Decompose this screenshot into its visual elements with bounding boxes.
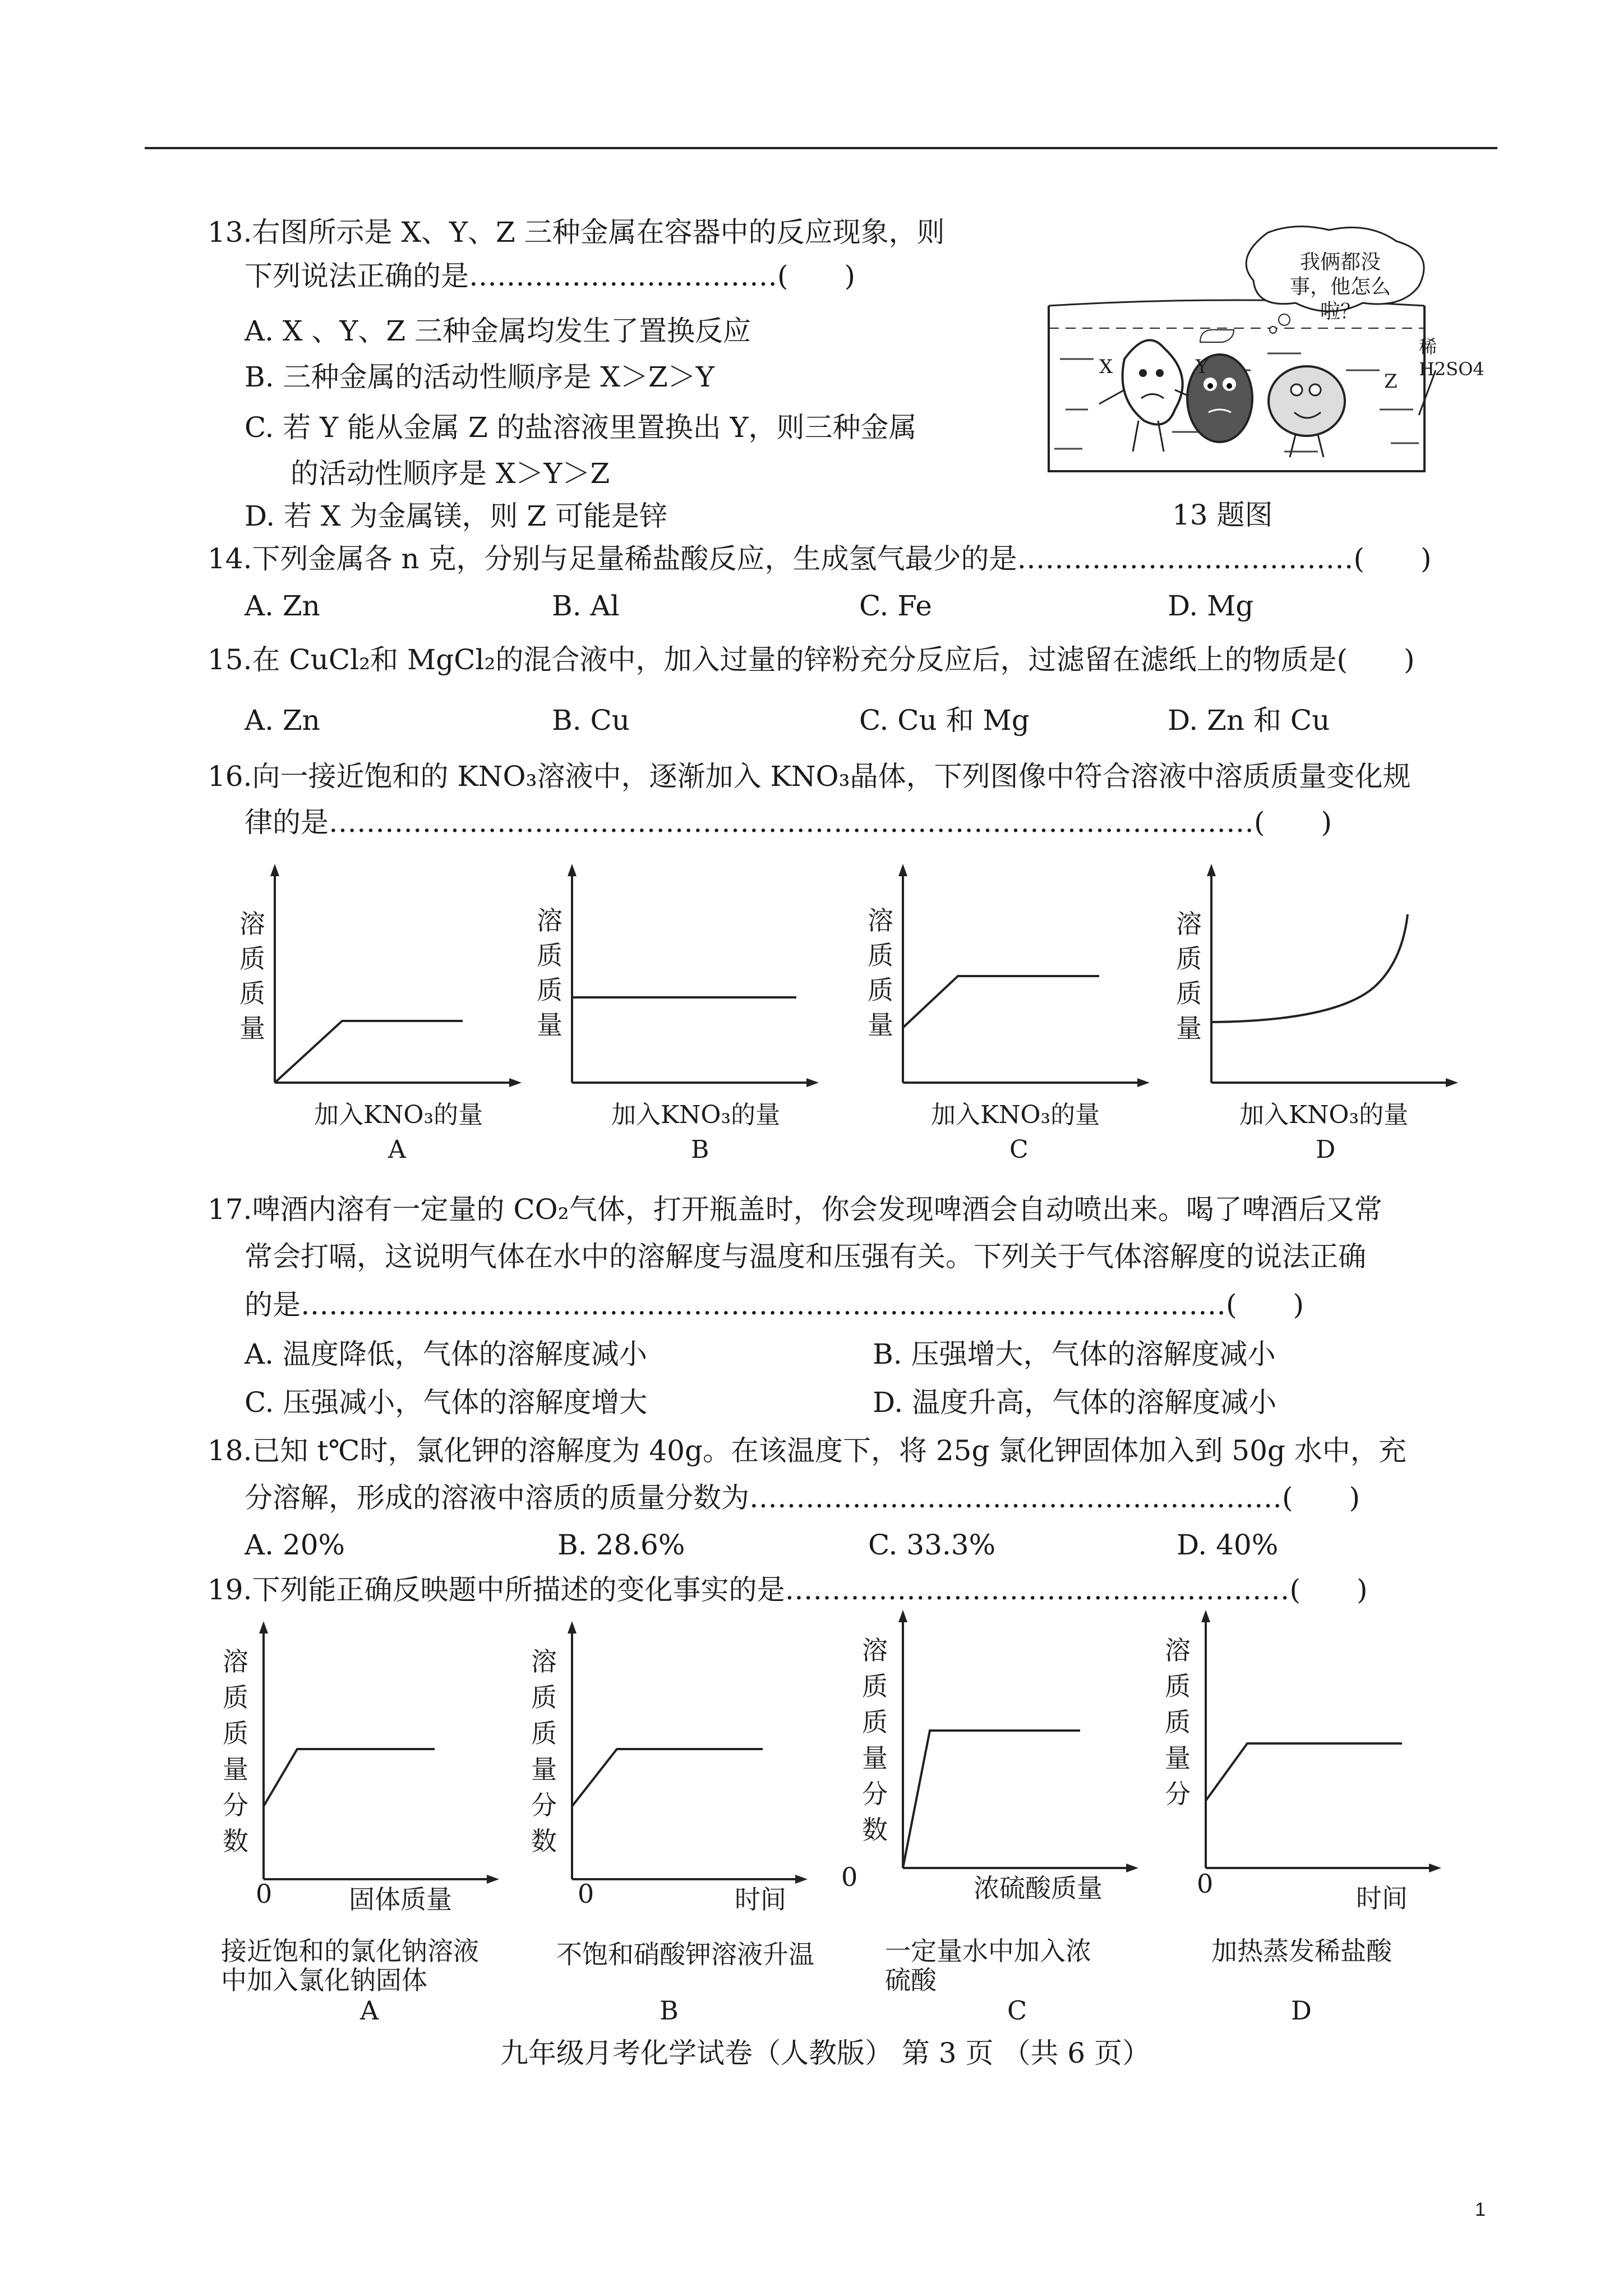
q18-option-d: D. 40% bbox=[1177, 1529, 1279, 1561]
top-rule bbox=[145, 147, 1497, 149]
q16-chart-c bbox=[892, 864, 1150, 1099]
q19-chart-b-origin: 0 bbox=[578, 1879, 594, 1909]
q16-chart-c-ylabel: 溶质质量 bbox=[868, 905, 893, 1040]
q13-option-c2: 的活动性顺序是 X＞Y＞Z bbox=[291, 457, 610, 490]
q13-option-c1: C. 若 Y 能从金属 Z 的盐溶液里置换出 Y，则三种金属 bbox=[245, 411, 917, 444]
q13-label-z: Z bbox=[1384, 370, 1398, 393]
q19-chart-d-origin: 0 bbox=[1197, 1869, 1214, 1899]
q19-chart-c-origin: 0 bbox=[841, 1862, 858, 1892]
q16-chart-d-xlabel: 加入KNO₃的量 bbox=[1239, 1101, 1409, 1129]
q14-option-b: B. Al bbox=[552, 590, 620, 622]
q16-chart-c-xlabel: 加入KNO₃的量 bbox=[931, 1101, 1100, 1129]
q19-chart-a-caption2: 中加入氯化钠固体 bbox=[221, 1965, 427, 1995]
q16-chart-d bbox=[1200, 864, 1458, 1099]
q18-line1: 18.已知 t℃时，氯化钾的溶解度为 40g。在该温度下，将 25g 氯化钾固体加入到 50g 水中，充 bbox=[208, 1434, 1407, 1467]
q18-option-b: B. 28.6% bbox=[557, 1529, 685, 1561]
page-footer: 九年级月考化学试卷（人教版） 第 3 页 （共 6 页） bbox=[500, 2037, 1150, 2069]
q17-line3: 的是………………………………………………………………………………………( ) bbox=[245, 1289, 1304, 1321]
q19-chart-b-caption1: 不饱和硝酸钾溶液升温 bbox=[556, 1939, 814, 1970]
q13-line1: 13.右图所示是 X、Y、Z 三种金属在容器中的反应现象，则 bbox=[208, 216, 945, 249]
q16-chart-b bbox=[561, 864, 819, 1099]
q19-chart-a-ylabel: 溶质质量分数 bbox=[223, 1646, 248, 1856]
q17-option-c: C. 压强减小，气体的溶解度增大 bbox=[245, 1386, 648, 1419]
q13-acid-label: 稀 H2SO4 bbox=[1419, 336, 1484, 380]
q13-option-d: D. 若 X 为金属镁，则 Z 可能是锌 bbox=[245, 500, 668, 532]
q19-chart-c-caption2: 硫酸 bbox=[885, 1965, 937, 1995]
q16-line2: 律的是………………………………………………………………………………………( ) bbox=[245, 806, 1332, 839]
q19-chart-b-letter: B bbox=[660, 1995, 679, 2026]
q15-stem: 15.在 CuCl₂和 MgCl₂的混合液中，加入过量的锌粉充分反应后，过滤留在滤纸上的物质是( ) bbox=[208, 643, 1415, 676]
q18-option-a: A. 20% bbox=[245, 1529, 345, 1561]
q19-chart-d bbox=[1195, 1610, 1441, 1879]
q19-chart-a bbox=[252, 1621, 499, 1890]
q18-line2: 分溶解，形成的溶液中溶质的质量分数为…………………………………………………( ) bbox=[245, 1481, 1361, 1514]
q19-chart-d-letter: D bbox=[1291, 1995, 1312, 2026]
q16-chart-b-letter: B bbox=[691, 1135, 709, 1164]
q19-chart-a-origin: 0 bbox=[256, 1879, 273, 1909]
q16-chart-a-letter: A bbox=[388, 1135, 406, 1164]
q19-chart-a-xlabel: 固体质量 bbox=[349, 1884, 452, 1915]
q15-option-b: B. Cu bbox=[552, 704, 630, 737]
q19-chart-c bbox=[892, 1610, 1138, 1879]
q16-chart-d-letter: D bbox=[1316, 1135, 1336, 1164]
q13-option-b: B. 三种金属的活动性顺序是 X＞Z＞Y bbox=[245, 361, 714, 393]
q19-chart-d-xlabel: 时间 bbox=[1356, 1883, 1408, 1913]
q19-chart-c-caption1: 一定量水中加入浓 bbox=[885, 1936, 1091, 1966]
q15-option-a: A. Zn bbox=[245, 704, 320, 737]
q18-option-c: C. 33.3% bbox=[868, 1529, 996, 1561]
q17-line2: 常会打嗝，这说明气体在水中的溶解度与温度和压强有关。下列关于气体溶解度的说法正确 bbox=[245, 1240, 1366, 1273]
q16-chart-d-ylabel: 溶质质量 bbox=[1176, 909, 1202, 1043]
q15-option-c: C. Cu 和 Mg bbox=[859, 704, 1030, 737]
q16-chart-b-ylabel: 溶质质量 bbox=[537, 905, 562, 1040]
q19-chart-c-letter: C bbox=[1007, 1995, 1027, 2026]
q13-figure-caption: 13 题图 bbox=[1172, 499, 1273, 531]
q13-line2: 下列说法正确的是……………………………( ) bbox=[245, 260, 856, 292]
q19-chart-b-xlabel: 时间 bbox=[735, 1884, 786, 1915]
q19-chart-d-ylabel: 溶质质量分 bbox=[1165, 1635, 1191, 1809]
q13-label-y: Y bbox=[1196, 356, 1209, 378]
q16-line1: 16.向一接近饱和的 KNO₃溶液中，逐渐加入 KNO₃晶体，下列图像中符合溶液中溶质质量变化规 bbox=[208, 760, 1411, 793]
q13-option-a: A. X 、Y、Z 三种金属均发生了置换反应 bbox=[245, 315, 751, 347]
q14-stem: 14.下列金属各 n 克，分别与足量稀盐酸反应，生成氢气最少的是………………………………( ) bbox=[208, 542, 1432, 575]
q19-chart-b-ylabel: 溶质质量分数 bbox=[531, 1646, 557, 1856]
q13-label-x: X bbox=[1099, 356, 1113, 378]
q13-bubble-text: 我俩都没事，他怎么啦？ bbox=[1289, 251, 1391, 323]
q19-chart-d-caption1: 加热蒸发稀盐酸 bbox=[1211, 1936, 1392, 1966]
q16-chart-c-letter: C bbox=[1009, 1135, 1029, 1164]
q16-chart-a bbox=[264, 864, 522, 1099]
q16-chart-a-ylabel: 溶质质量 bbox=[239, 909, 265, 1043]
q17-option-a: A. 温度降低，气体的溶解度减小 bbox=[245, 1338, 647, 1370]
q19-chart-b bbox=[561, 1621, 808, 1890]
q19-stem: 19.下列能正确反映题中所描述的变化事实的是………………………………………………( ) bbox=[208, 1573, 1368, 1606]
q19-chart-c-ylabel: 溶质质量分数 bbox=[862, 1635, 888, 1845]
q17-option-d: D. 温度升高，气体的溶解度减小 bbox=[873, 1386, 1277, 1419]
q14-option-d: D. Mg bbox=[1168, 590, 1254, 622]
page-number: 1 bbox=[1475, 2199, 1486, 2220]
q15-option-d: D. Zn 和 Cu bbox=[1168, 704, 1330, 737]
q19-chart-a-letter: A bbox=[360, 1995, 379, 2026]
q14-option-c: C. Fe bbox=[859, 590, 932, 622]
q16-chart-a-xlabel: 加入KNO₃的量 bbox=[314, 1101, 483, 1129]
q17-option-b: B. 压强增大，气体的溶解度减小 bbox=[873, 1338, 1276, 1370]
q16-chart-b-xlabel: 加入KNO₃的量 bbox=[611, 1101, 781, 1129]
q14-option-a: A. Zn bbox=[245, 590, 320, 622]
q17-line1: 17.啤酒内溶有一定量的 CO₂气体，打开瓶盖时，你会发现啤酒会自动喷出来。喝了啤酒后又常 bbox=[208, 1193, 1382, 1226]
q19-chart-a-caption1: 接近饱和的氯化钠溶液 bbox=[221, 1936, 479, 1966]
q19-chart-c-xlabel: 浓硫酸质量 bbox=[974, 1873, 1103, 1903]
